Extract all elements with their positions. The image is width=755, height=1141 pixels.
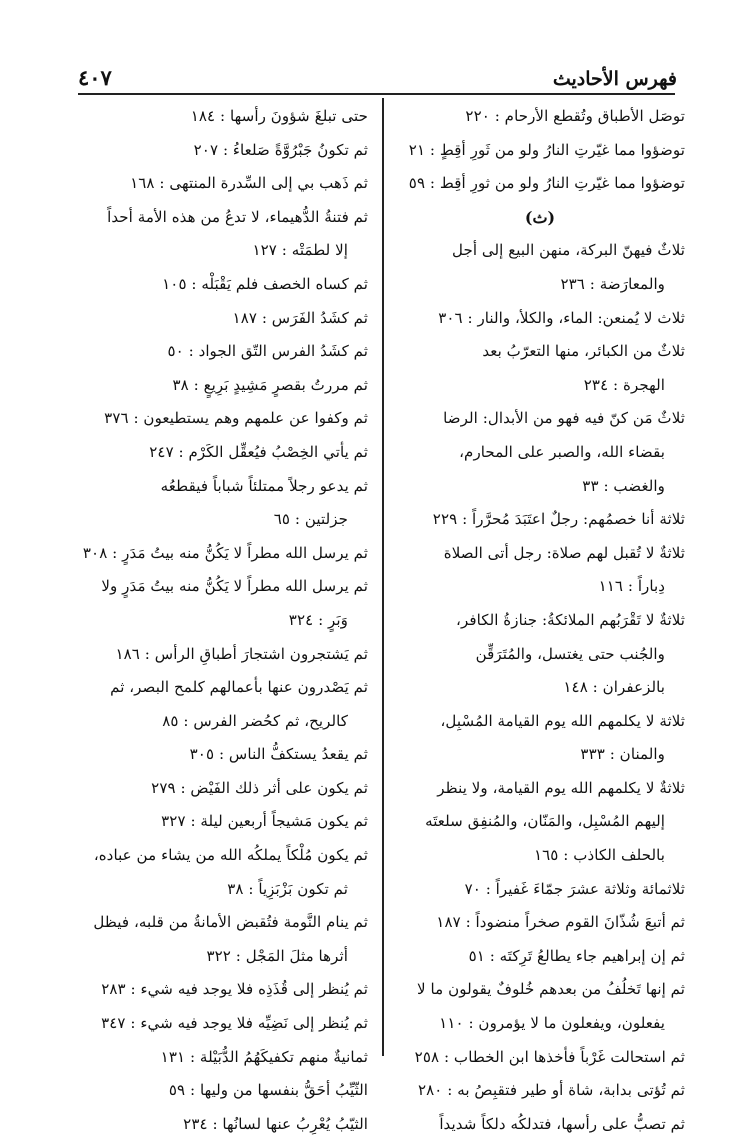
right-column	[395, 100, 685, 1133]
index-entry	[395, 402, 685, 469]
index-entry	[395, 839, 685, 873]
entry-continuation: إليهم المُسْبِل، والمَنّان، والمُنفِق سلعتَه	[425, 812, 665, 831]
entry-text: بالحلف الكاذب : ١٦٥	[533, 846, 665, 865]
index-entry	[78, 436, 368, 470]
entry-text: توضؤوا مما غيّرتِ النارُ ولو من ثورِ أقِط : ٥٩	[408, 174, 685, 193]
entry-text: الثّيِّبُ أحَقُّ بنفسها من وليها : ٥٩	[168, 1081, 368, 1100]
index-entry	[78, 570, 368, 637]
header-rule	[78, 93, 675, 95]
entry-continuation: كالريح، ثم كحُضر الفرس : ٨٥	[162, 711, 348, 730]
index-entry	[78, 906, 368, 973]
entry-text: ثم يدعو رجلاً ممتلئاً شباباً فيقطعُه	[160, 476, 368, 495]
entry-text: ثم يرسل الله مطراً لا يَكُنُّ منه بيتُ مَدَرٍ : ٣٠٨	[82, 543, 368, 562]
entry-text: ثلاثة لا يكلمهم الله يوم القيامة المُسْبِل،	[440, 711, 685, 730]
index-entry	[395, 302, 685, 336]
section-letter	[395, 201, 685, 235]
entry-text: ثم ذَهب بي إلى السِّدرة المنتهى : ١٦٨	[130, 174, 368, 193]
entry-text: ثم تصبُّ على رأسها، فتدلكُه دلكاً شديداً	[439, 1114, 685, 1133]
index-entry	[78, 1041, 368, 1075]
page-number: ٤٠٧	[78, 65, 112, 90]
entry-text: ثم كشَدُ الفرس التّق الجواد : ٥٠	[167, 342, 368, 361]
entry-text: ثلاث لا يُمنعن: الماء، والكلأ، والنار : ٣٠٦	[438, 308, 685, 327]
entry-text: ثم كساه الخصف فلم يَقْبَلْه : ١٠٥	[162, 274, 368, 293]
index-entry	[78, 772, 368, 806]
entry-continuation: إلا لطمَتْه : ١٢٧	[252, 241, 348, 260]
entry-text: ثم وكفوا عن علمهم وهم يستطيعون : ٣٧٦	[104, 409, 368, 428]
entry-continuation: وَبَرٍ : ٣٢٤	[288, 610, 348, 629]
index-entry	[395, 537, 685, 604]
index-entry	[395, 1108, 685, 1141]
index-entry	[395, 167, 685, 201]
entry-continuation: والجُنب حتى يغتسل، والمُتَرَقِّن	[475, 644, 665, 663]
index-entry	[78, 134, 368, 168]
entry-text: ثلاثةٌ لا تُقبل لهم صلاة: رجل أتى الصلاة	[443, 543, 685, 562]
index-entry	[395, 470, 685, 504]
index-entry	[78, 1074, 368, 1108]
entry-text: ثلاثٌ مَن كنّ فيه فهو من الأبدال: الرضا	[443, 409, 685, 428]
entry-continuation: والمنان : ٣٣٣	[580, 745, 665, 764]
entry-text: ثم ينام النَّومة فتُقبض الأمانةُ من قلبه، فيظل	[93, 913, 368, 932]
index-entry	[395, 873, 685, 907]
index-entry	[78, 805, 368, 839]
entry-continuation: أثرها مثلَ المَجْل : ٣٢٢	[206, 946, 348, 965]
entry-text: الثيّبُ يُعْرِبُ عنها لسانُها : ٢٣٤	[183, 1114, 368, 1133]
entry-text: ثلاثة أنا خصمُهم: رجلٌ اعتَبَدَ مُحرَّراً : ٢٢٩	[432, 510, 685, 529]
entry-continuation: والمعارَضة : ٢٣٦	[560, 274, 665, 293]
entry-text: ثم يكون على أثر ذلك الفَيْض : ٢٧٩	[151, 778, 368, 797]
entry-continuation: يفعلون، ويفعلون ما لا يؤمرون : ١١٠	[439, 1014, 665, 1033]
entry-text: والغضب : ٣٣	[582, 476, 665, 495]
entry-text: حتى تبلغَ شؤونَ رأسها : ١٨٤	[190, 107, 368, 125]
entry-text: ثم يُنظر إلى قُذَذِه فلا يوجد فيه شيء : ٢٨٣	[101, 980, 368, 999]
entry-text: ثم إنها تَخلُفُ من بعدهم خُلوفٌ يقولون ما لا	[417, 980, 685, 999]
entry-text: ثم يرسل الله مطراً لا يَكُنُّ منه بيتُ مَدَرٍ ولا	[101, 577, 368, 596]
entry-text: ثم فتنةُ الدُّهيماء، لا تدعُ من هذه الأمة أحداً	[107, 207, 368, 226]
index-entry	[78, 402, 368, 436]
index-entry	[78, 638, 368, 672]
entry-text: ثلاثٌ فيهنّ البركة، منهن البيع إلى أجل	[451, 241, 685, 260]
index-entry	[395, 335, 685, 402]
index-entry	[395, 1074, 685, 1108]
index-entry	[78, 335, 368, 369]
index-entry	[78, 537, 368, 571]
entry-text: توضؤوا مما غيّرتِ النارُ ولو من ثَورِ أقِطٍ : ٢١	[408, 140, 685, 159]
index-entry	[395, 234, 685, 301]
index-entry	[395, 906, 685, 940]
index-entry	[395, 1041, 685, 1075]
entry-text: ثم يَصْدرون عنها بأعمالهم كلمح البصر، ثم	[110, 678, 368, 697]
page-header	[78, 58, 677, 90]
entry-text: ثم تُؤتى بدابة، شاة أو طير فتقبِصُ به : ٢٨٠	[417, 1081, 685, 1100]
entry-text: ثم يُنظر إلى نَضِيِّه فلا يوجد فيه شيء : ٣٤٧	[101, 1014, 368, 1033]
index-entry	[78, 1108, 368, 1141]
index-entry	[78, 100, 368, 134]
entry-text: ثم مررتُ بقصرٍ مَشِيدٍ بَرِيعٍ : ٣٨	[172, 375, 368, 394]
running-title: فهرس الأحاديث	[552, 68, 677, 90]
entry-text: ثم استحالت غَرْباً فأخذها ابن الخطاب : ٢٥٨	[414, 1047, 685, 1066]
index-entry	[395, 604, 685, 671]
index-entry	[78, 671, 368, 738]
left-column	[78, 100, 368, 1133]
entry-continuation: ثم تكون بَزْبَزِياً : ٣٨	[227, 879, 348, 898]
index-entry	[78, 201, 368, 268]
index-entry	[395, 973, 685, 1040]
entry-text: ثم يَشتجرون اشتجارَ أطباقِ الرأس : ١٨٦	[115, 644, 368, 663]
index-entry	[78, 369, 368, 403]
entry-text: ثم يأتي الخِصْبُ فيُعقِّل الكَرْم : ٢٤٧	[149, 442, 368, 461]
entry-text: ثم كشَدُ الفَرَس : ١٨٧	[232, 308, 368, 327]
index-entry	[395, 100, 685, 134]
entry-text: ثلاثمائة وثلاثة عشرَ جمّاءَ غَفيراً : ٧٠	[464, 879, 685, 898]
entry-text: (ث)	[524, 207, 556, 227]
column-divider	[382, 98, 384, 1056]
entry-continuation: الهجرة : ٢٣٤	[583, 375, 665, 394]
index-entry	[78, 167, 368, 201]
index-entry	[395, 671, 685, 705]
index-entry	[78, 302, 368, 336]
index-entry	[395, 940, 685, 974]
index-entry	[395, 772, 685, 839]
index-entry	[78, 839, 368, 906]
entry-continuation: دِباراً : ١١٦	[598, 577, 665, 596]
index-entry	[78, 1007, 368, 1041]
entry-continuation: جزلتين : ٦٥	[273, 510, 348, 529]
entry-text: ثم أتبعَ شُذّانَ القوم صخراً منضوداً : ١٨٧	[436, 913, 685, 932]
entry-text: ثم إن إبراهيم جاء يطالعُ تَرِكتَه : ٥١	[468, 946, 685, 965]
entry-text: توصَل الأطباق وتُقطع الأرحام : ٢٢٠	[465, 107, 685, 125]
index-entry	[395, 705, 685, 772]
index-entry	[395, 503, 685, 537]
entry-text: ثم يكون مَشيجاً أربعين ليلة : ٣٢٧	[161, 812, 368, 831]
index-entry	[78, 738, 368, 772]
entry-text: ثم يقعدُ يستكفُّ الناس : ٣٠٥	[189, 745, 368, 764]
index-entry	[395, 134, 685, 168]
index-entry	[78, 973, 368, 1007]
entry-text: ثم يكون مُلْكاً يملكُه الله من يشاء من عباده،	[93, 846, 368, 865]
entry-continuation: بقضاء الله، والصبر على المحارم،	[459, 442, 665, 461]
entry-text: ثلاثةٌ لا تَقْرَبُهم الملائكةُ: جنازةُ الكافر،	[456, 610, 685, 629]
index-entry	[78, 268, 368, 302]
entry-text: ثلاثٌ من الكبائر، منها التعرّبُ بعد	[482, 342, 685, 361]
entry-text: ثم تكونُ جَبْرُوَّةً صَلعاءُ : ٢٠٧	[193, 140, 368, 159]
index-entry	[78, 470, 368, 537]
entry-text: بالزعفران : ١٤٨	[563, 678, 665, 697]
entry-text: ثلاثةٌ لا يكلمهم الله يوم القيامة، ولا ينظر	[437, 778, 685, 797]
entry-text: ثمانيةٌ منهم تكفيكَهُمُ الدُّبَيْلة : ١٣١	[160, 1047, 368, 1066]
